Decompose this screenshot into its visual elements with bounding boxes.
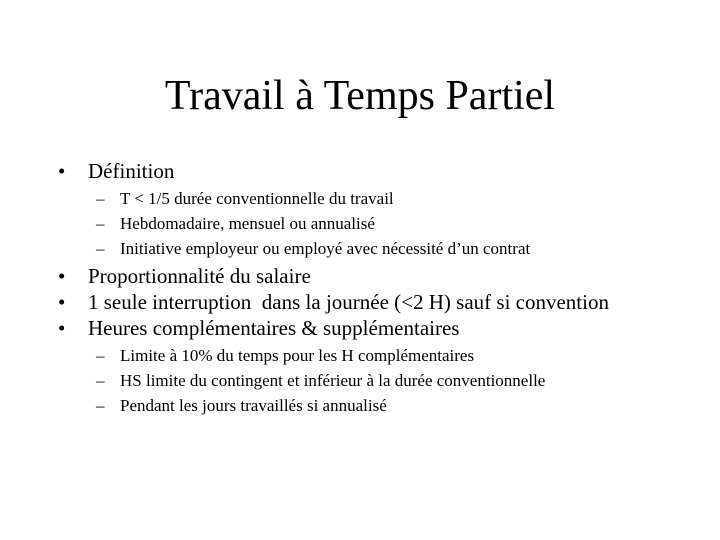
bullet-text: Définition	[88, 159, 175, 183]
sub-bullet-text: T < 1/5 durée conventionnelle du travail	[120, 189, 394, 208]
dash-icon: –	[96, 396, 105, 415]
sub-bullet-text: Initiative employeur ou employé avec nécessité d’un contrat	[120, 239, 531, 258]
bullet-list	[58, 158, 698, 420]
sub-bullet-text: Hebdomadaire, mensuel ou annualisé	[120, 214, 375, 233]
bullet-interruption	[58, 289, 698, 315]
dash-icon: –	[96, 371, 105, 390]
sub-bullet	[88, 186, 698, 211]
slide-title: Travail à Temps Partiel	[164, 73, 556, 119]
dash-icon: –	[96, 346, 105, 365]
bullet-text: Heures complémentaires & supplémentaires	[88, 316, 460, 340]
sub-bullet	[88, 211, 698, 236]
sub-bullet-text: Pendant les jours travaillés si annualisé	[120, 396, 387, 415]
sub-bullet	[88, 393, 698, 418]
sub-list	[88, 343, 698, 418]
sub-bullet	[88, 368, 698, 393]
sub-bullet-text: HS limite du contingent et inférieur à la durée conventionnelle	[120, 371, 546, 390]
sub-bullet	[88, 236, 698, 261]
bullet-dot-icon: •	[58, 316, 66, 340]
dash-icon: –	[96, 214, 105, 233]
bullet-heures	[58, 315, 698, 418]
bullet-text: Proportionnalité du salaire	[88, 264, 311, 288]
bullet-dot-icon: •	[58, 290, 66, 314]
sub-list	[88, 186, 698, 261]
dash-icon: –	[96, 189, 105, 208]
sub-bullet-text: Limite à 10% du temps pour les H complémentaires	[120, 346, 475, 365]
bullet-proportionnalite	[58, 263, 698, 289]
bullet-dot-icon: •	[58, 159, 66, 183]
sub-bullet	[88, 343, 698, 368]
bullet-dot-icon: •	[58, 264, 66, 288]
dash-icon: –	[96, 239, 105, 258]
bullet-definition	[58, 158, 698, 261]
bullet-text: 1 seule interruption dans la journée (<2 H) sauf si convention	[88, 290, 609, 314]
